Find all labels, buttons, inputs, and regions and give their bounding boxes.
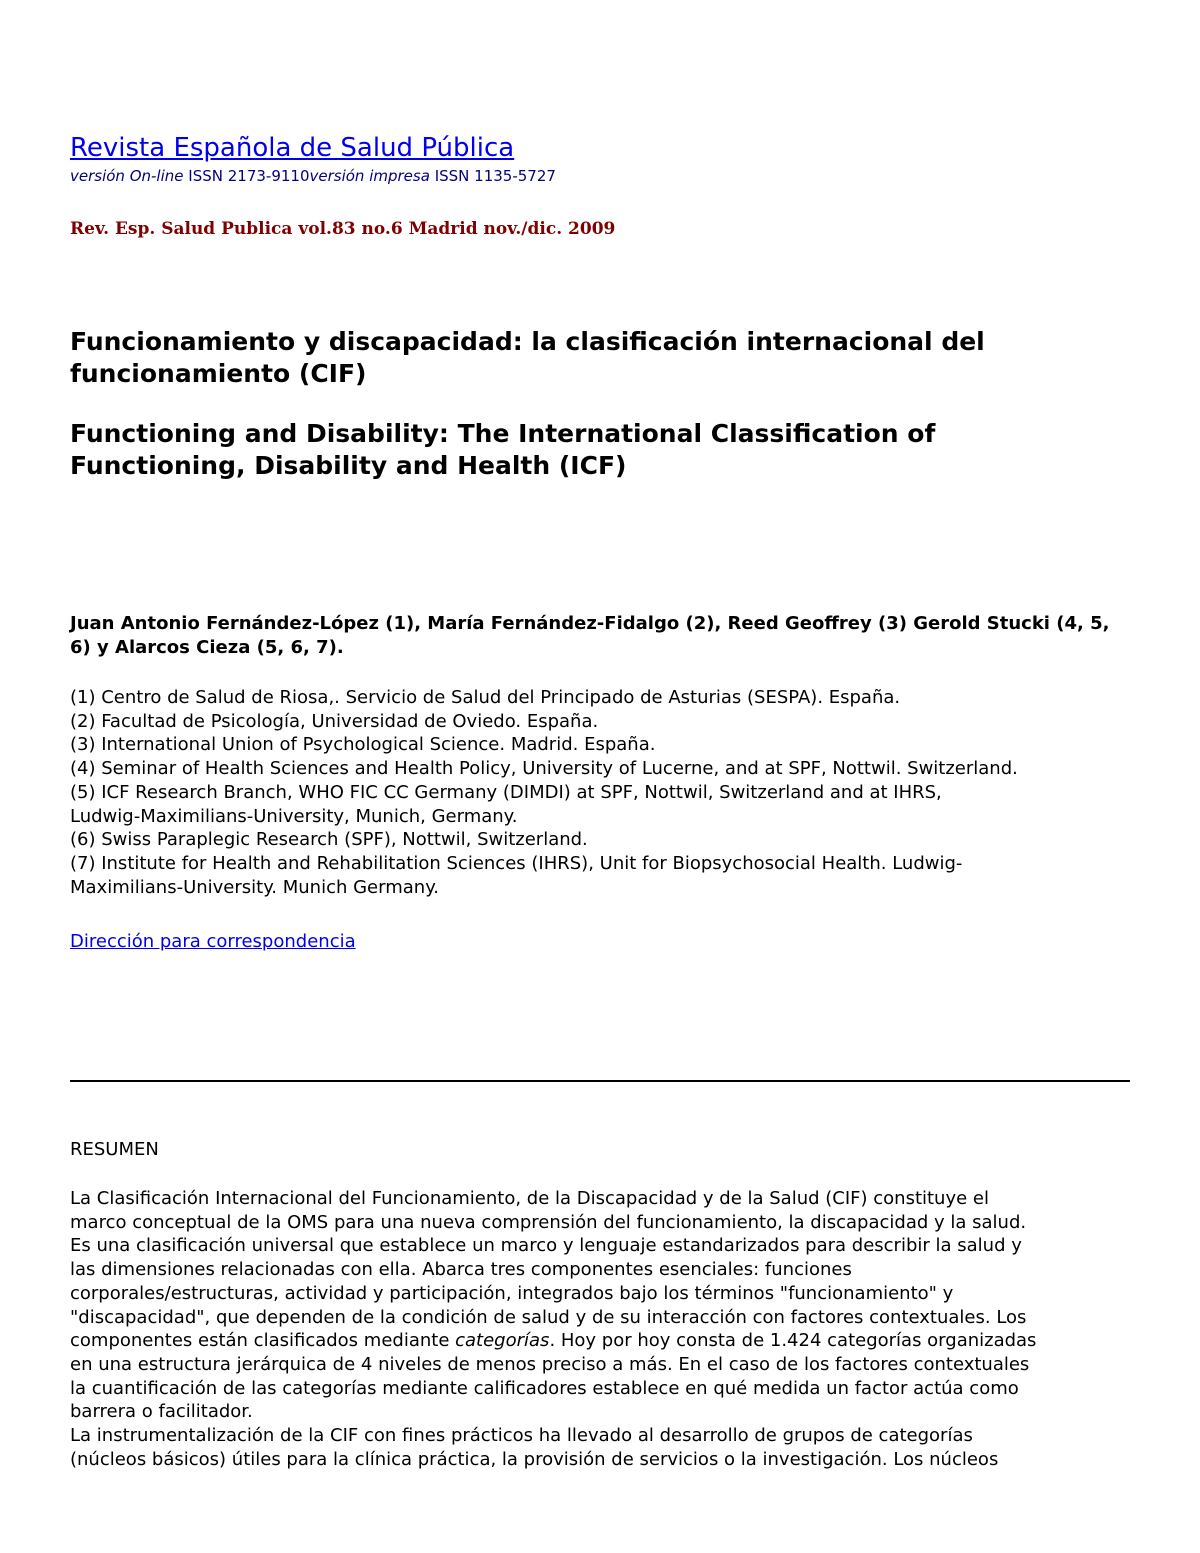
affiliation-list (70, 686, 1130, 899)
resumen-body (70, 1187, 1130, 1471)
resumen-line: en una estructura jerárquica de 4 niveles de menos preciso a más. En el caso de los factores contextuales (70, 1353, 1030, 1375)
resumen-line: corporales/estructuras, actividad y participación, integrados bajo los términos "funcionamiento" y (70, 1282, 954, 1304)
resumen-heading: RESUMEN (70, 1139, 159, 1160)
resumen-line: (núcleos básicos) útiles para la clínica práctica, la provisión de servicios o la investigación. Los núcleos (70, 1448, 999, 1470)
affiliation-2: (2) Facultad de Psicología, Universidad de Oviedo. España. (70, 710, 599, 732)
resumen-line: barrera o facilitador. (70, 1401, 253, 1423)
section-divider (70, 1080, 1130, 1082)
issn-print-number: ISSN 1135-5727 (429, 167, 556, 185)
affiliation-1: (1) Centro de Salud de Riosa,. Servicio de Salud del Principado de Asturias (SESPA). España. (70, 687, 901, 708)
resumen-line-text: . Hoy por hoy consta de 1.424 categorías organizadas (549, 1330, 1037, 1352)
correspondence-link[interactable]: Dirección para correspondencia (70, 931, 356, 952)
issn-print-label: versión impresa (309, 167, 430, 185)
affiliation-7: (7) Institute for Health and Rehabilitation Sciences (IHRS), Unit for Biopsychosocial Health. Ludwig- (70, 852, 963, 874)
issn-line (70, 166, 556, 186)
citation-line: Rev. Esp. Salud Publica vol.83 no.6 Madrid nov./dic. 2009 (70, 219, 616, 239)
resumen-line: "discapacidad", que dependen de la condición de salud y de su interacción con factores contextuales. Los (70, 1306, 1027, 1328)
resumen-line (70, 1329, 1130, 1353)
article-title-english: Functioning and Disability: The International Classification of Functioning, Disability and Health (ICF) (70, 419, 936, 480)
affiliation-5: (5) ICF Research Branch, WHO FIC CC Germany (DIMDI) at SPF, Nottwil, Switzerland and at IHRS, (70, 781, 942, 803)
resumen-line: marco conceptual de la OMS para una nueva comprensión del funcionamiento, la discapacidad y la salud. (70, 1211, 1027, 1233)
resumen-italic-term: categorías (455, 1330, 550, 1352)
resumen-line: las dimensiones relacionadas con ella. Abarca tres componentes esenciales: funciones (70, 1259, 852, 1281)
affiliation-7-cont: Maximilians-University. Munich Germany. (70, 876, 439, 898)
affiliation-5-cont: Ludwig-Maximilians-University, Munich, Germany. (70, 805, 518, 827)
resumen-line: La Clasificación Internacional del Funcionamiento, de la Discapacidad y de la Salud (CIF) constituye el (70, 1188, 989, 1209)
resumen-line: Es una clasificación universal que establece un marco y lenguaje estandarizados para describir la salud y (70, 1235, 1022, 1257)
affiliation-3: (3) International Union of Psychological Science. Madrid. España. (70, 734, 656, 756)
article-title-spanish: Funcionamiento y discapacidad: la clasificación internacional del funcionamiento (CIF) (70, 327, 985, 388)
affiliation-6: (6) Swiss Paraplegic Research (SPF), Nottwil, Switzerland. (70, 829, 588, 851)
issn-online-label: versión On-line (70, 167, 184, 185)
journal-title-link[interactable]: Revista Española de Salud Pública (70, 133, 515, 163)
resumen-line: La instrumentalización de la CIF con fines prácticos ha llevado al desarrollo de grupos de categorías (70, 1425, 973, 1447)
resumen-line-text: componentes están clasificados mediante (70, 1330, 456, 1352)
issn-online-number: ISSN 2173-9110 (183, 167, 310, 185)
author-list: Juan Antonio Fernández-López (1), María Fernández-Fidalgo (2), Reed Geoffrey (3) Gerold Stucki (4, 5, 6) y Alarcos Cieza (5, 6, 7). (70, 613, 1110, 658)
resumen-line: la cuantificación de las categorías mediante calificadores establece en qué medida un factor actúa como (70, 1377, 1019, 1399)
affiliation-4: (4) Seminar of Health Sciences and Health Policy, University of Lucerne, and at SPF, Nottwil. Switzerland. (70, 758, 1018, 780)
